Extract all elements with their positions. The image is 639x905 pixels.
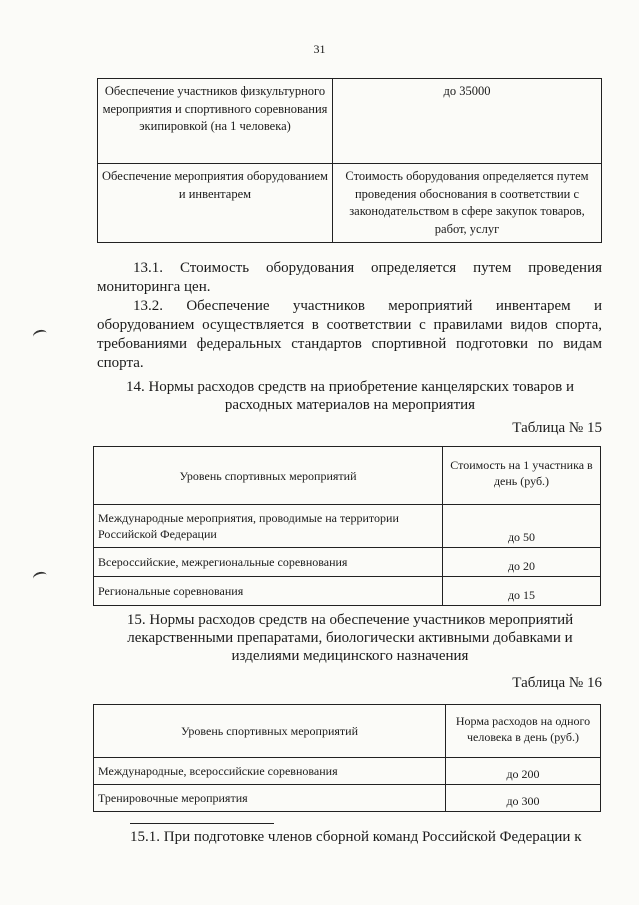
paragraph-rest: мониторинга цен.: [97, 279, 211, 295]
stationery-norms-table: [93, 446, 601, 606]
table-row: [98, 79, 602, 164]
equipment-table: [97, 78, 602, 243]
paragraph-13-2: [97, 297, 602, 373]
table-row: [98, 164, 602, 243]
section-15-heading: [100, 611, 600, 665]
paragraph-first-line: 13.2. Обеспечение участников мероприятий инвентарем и: [133, 298, 602, 314]
separator-line: [130, 823, 274, 824]
level-cell: Международные мероприятия, проводимые на территории Российской Федерации: [94, 505, 443, 548]
value-cell: Стоимость оборудования определяется путем проведения обоснования в соответствии с законодательством в сфере закупок товаров, работ, услуг: [333, 164, 602, 243]
value-cell: до 200: [446, 758, 601, 785]
item-cell: Обеспечение мероприятия оборудованием и инвентарем: [98, 164, 333, 243]
level-cell: Всероссийские, межрегиональные соревнования: [94, 548, 443, 577]
heading-line: изделиями медицинского назначения: [231, 648, 469, 664]
level-cell: Тренировочные мероприятия: [94, 785, 446, 812]
level-cell: Международные, всероссийские соревнования: [94, 758, 446, 785]
table-row: [94, 505, 601, 548]
heading-line: лекарственными препаратами, биологически активными добавками и: [127, 630, 573, 646]
item-cell: Обеспечение участников физкультурного мероприятия и спортивного соревнования экипировкой (на 1 человека): [98, 79, 333, 164]
heading-line: 15. Нормы расходов средств на обеспечение участников мероприятий: [126, 612, 574, 628]
value-cell: до 300: [446, 785, 601, 812]
paragraph-first-line: 13.1. Стоимость оборудования определяется путем проведения: [133, 260, 602, 276]
column-header: Уровень спортивных мероприятий: [94, 705, 446, 758]
table-row: [94, 785, 601, 812]
level-cell: Региональные соревнования: [94, 577, 443, 606]
value-cell: до 35000: [333, 79, 602, 164]
paragraph-rest: оборудованием осуществляется в соответствии с правилами видов спорта, требованиями федеральных стандартов спортивной подготовки по видам спорта.: [97, 317, 602, 371]
table-header-row: [94, 447, 601, 505]
value-cell: до 50: [443, 505, 601, 548]
value-cell: до 20: [443, 548, 601, 577]
table-16-label: Таблица № 16: [512, 675, 602, 691]
page-number: 31: [313, 42, 326, 56]
margin-hole-mark: [32, 570, 48, 583]
table-row: [94, 548, 601, 577]
paragraph-13-1: [97, 259, 602, 297]
column-header: Норма расходов на одного человека в день (руб.): [446, 705, 601, 758]
heading-line: 14. Нормы расходов средств на приобретение канцелярских товаров и: [125, 379, 575, 395]
column-header: Уровень спортивных мероприятий: [94, 447, 443, 505]
table-row: [94, 577, 601, 606]
column-header: Стоимость на 1 участника в день (руб.): [443, 447, 601, 505]
table-header-row: [94, 705, 601, 758]
heading-line: расходных материалов на мероприятия: [224, 397, 476, 413]
section-14-heading: [110, 378, 590, 414]
value-cell: до 15: [443, 577, 601, 606]
table-row: [94, 758, 601, 785]
medical-norms-table: [93, 704, 601, 812]
paragraph-15-1: 15.1. При подготовке членов сборной команд Российской Федерации к: [130, 829, 582, 845]
margin-hole-mark: [32, 328, 48, 341]
table-15-label: Таблица № 15: [512, 420, 602, 436]
